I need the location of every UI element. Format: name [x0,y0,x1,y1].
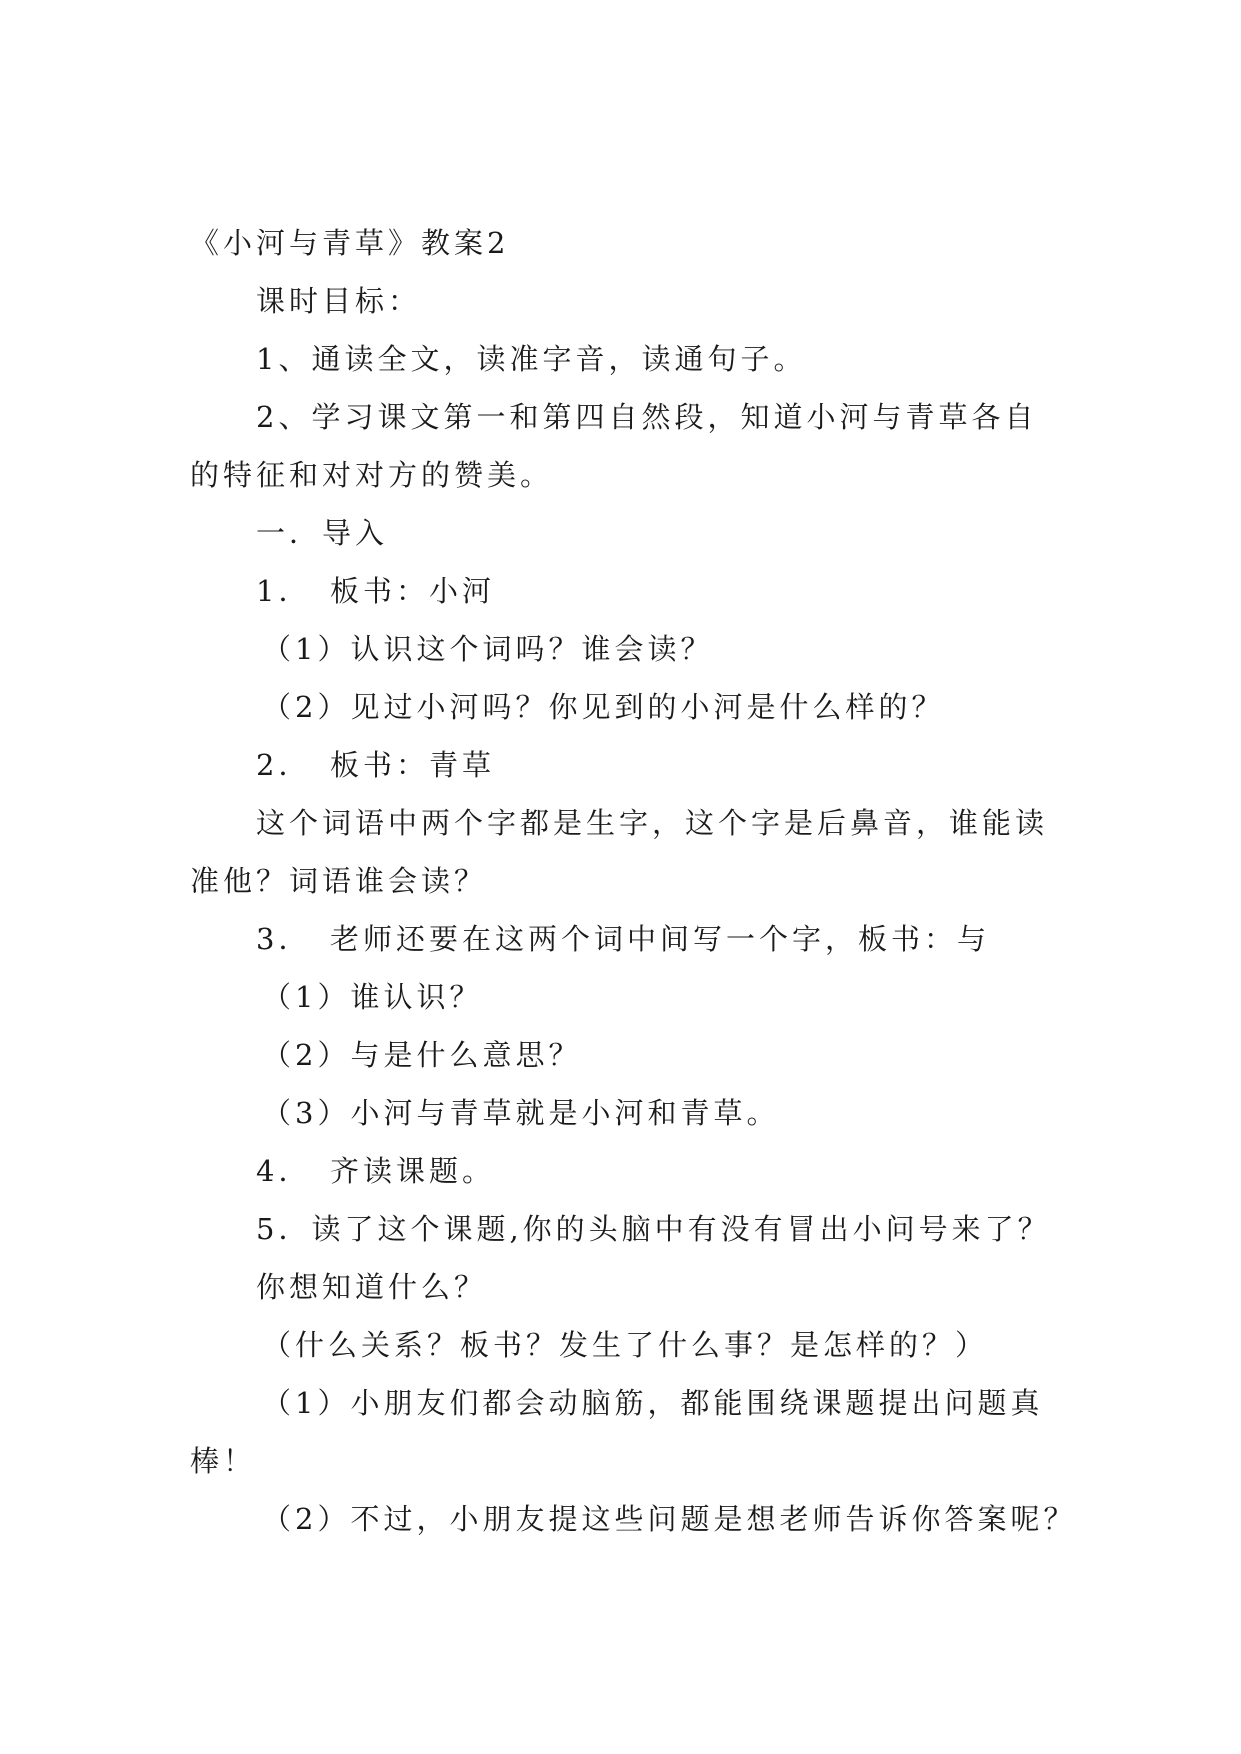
step-3-question-1: （1）谁认识？ [262,980,483,1014]
objective-item-1: 1、通读全文，读准字音，读通句子。 [256,342,807,376]
step-3: 3． 老师还要在这两个词中间写一个字，板书：与 [256,922,990,956]
step-5-continued: 你想知道什么？ [256,1270,488,1304]
step-4: 4． 齐读课题。 [256,1154,495,1188]
step-1: 1． 板书：小河 [256,574,495,608]
step-3-question-3: （3）小河与青草就是小河和青草。 [262,1096,780,1130]
section-heading-intro: 一．导入 [256,516,389,550]
section-heading-objectives: 课时目标： [256,284,422,318]
step-1-question-2: （2）见过小河吗？你见到的小河是什么样的？ [262,690,945,724]
step-5-note: （什么关系？板书？发生了什么事？是怎样的？） [262,1328,989,1362]
step-2-paragraph-continued: 准他？词语谁会读？ [190,864,488,898]
step-5-item-1: （1）小朋友们都会动脑筋，都能围绕课题提出问题真 [262,1386,1044,1420]
document-title: 《小河与青草》教案2 [190,226,510,260]
step-3-question-2: （2）与是什么意思？ [262,1038,582,1072]
step-1-question-1: （1）认识这个词吗？谁会读？ [262,632,714,666]
objective-item-2-continued: 的特征和对对方的赞美。 [190,458,554,492]
step-5-item-1-continued: 棒！ [190,1444,257,1478]
step-2-paragraph: 这个词语中两个字都是生字，这个字是后鼻音，谁能读 [256,806,1049,840]
step-5: 5．读了这个课题,你的头脑中有没有冒出小问号来了？ [256,1212,1051,1246]
objective-item-2: 2、学习课文第一和第四自然段，知道小河与青草各自 [256,400,1038,434]
step-2: 2． 板书：青草 [256,748,495,782]
step-5-item-2: （2）不过，小朋友提这些问题是想老师告诉你答案呢？ [262,1502,1077,1536]
